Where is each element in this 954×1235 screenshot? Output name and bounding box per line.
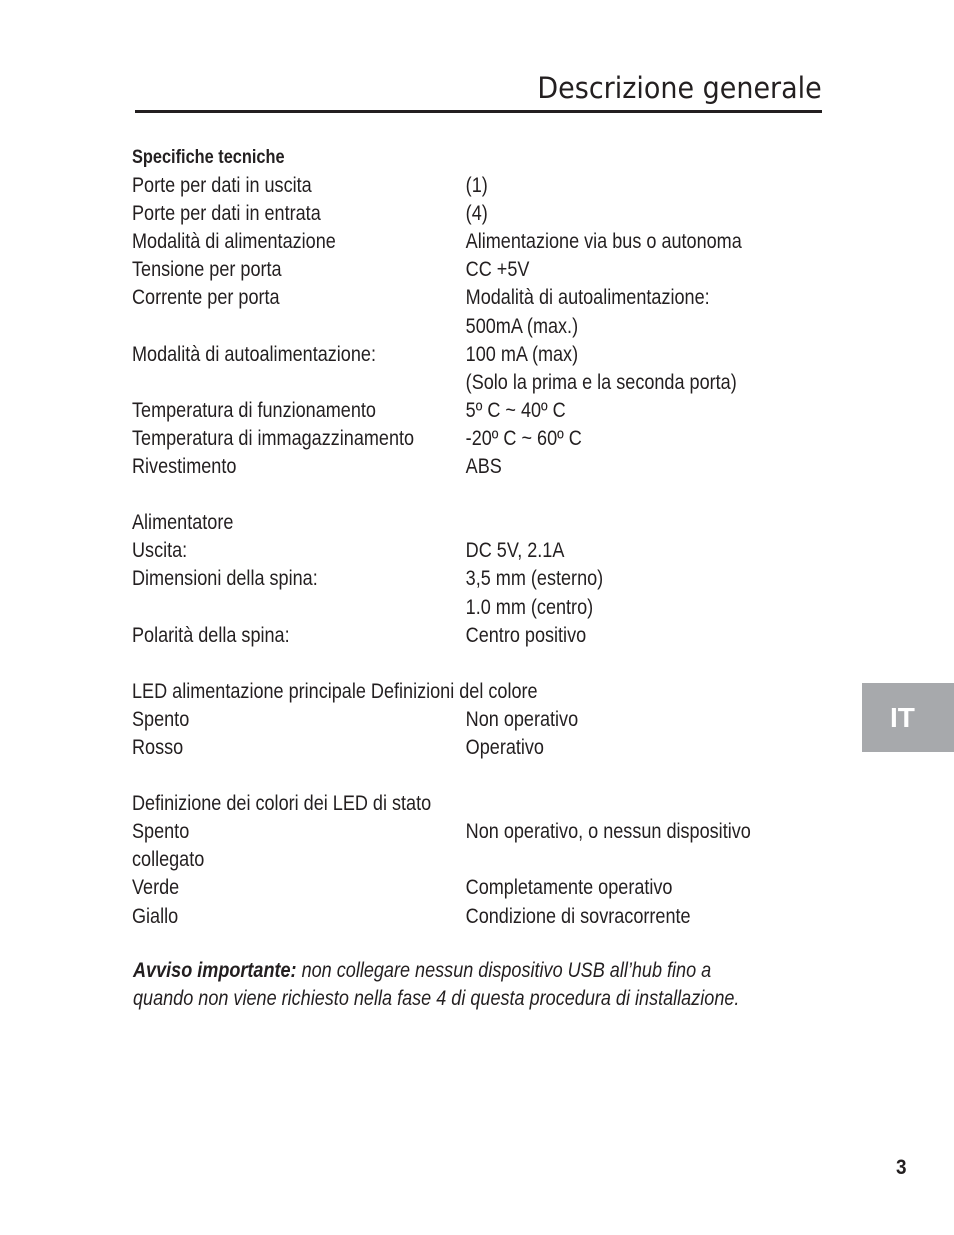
spec-value: 5º C ~ 40º C	[465, 398, 566, 422]
status-led-row	[132, 903, 830, 931]
spec-row	[132, 172, 830, 200]
spec-row	[132, 228, 830, 256]
power-supply-row	[132, 594, 830, 622]
status-led-heading	[132, 790, 830, 818]
main-led-label: Rosso	[132, 735, 184, 759]
status-led-row	[132, 818, 830, 846]
status-led-value: Condizione di sovracorrente	[465, 904, 691, 928]
notice-lead: Avviso importante:	[133, 959, 297, 982]
page-title: Descrizione generale	[537, 71, 822, 105]
status-led-value: Completamente operativo	[465, 876, 673, 900]
power-supply-row	[132, 537, 830, 565]
title-rule	[135, 110, 822, 113]
spec-row	[132, 425, 830, 453]
spec-value: Alimentazione via bus o autonoma	[465, 230, 742, 254]
main-led-row	[132, 734, 830, 762]
power-supply-label: Dimensioni della spina:	[132, 567, 318, 591]
main-led-heading	[132, 678, 830, 706]
spec-row	[132, 453, 830, 481]
status-led-heading-text: Definizione dei colori dei LED di stato	[132, 792, 432, 816]
spec-label: Temperatura di immagazzinamento	[132, 426, 415, 450]
power-supply-value: 3,5 mm (esterno)	[465, 567, 604, 591]
main-led-heading-text: LED alimentazione principale Definizioni del colore	[132, 679, 538, 703]
main-led-value: Operativo	[465, 735, 544, 759]
status-led-value: Non operativo, o nessun dispositivo	[465, 820, 751, 844]
spec-label: Modalità di autoalimentazione:	[132, 342, 376, 366]
spec-label: Modalità di alimentazione	[132, 230, 336, 254]
spec-value: CC +5V	[465, 258, 530, 282]
spec-row	[132, 341, 830, 369]
main-led-row	[132, 706, 830, 734]
spec-value: -20º C ~ 60º C	[465, 426, 582, 450]
spec-label: Porte per dati in uscita	[132, 174, 312, 198]
spec-value: (4)	[465, 202, 488, 226]
status-led-label: Spento	[132, 820, 190, 844]
spec-value: Modalità di autoalimentazione:	[465, 286, 710, 310]
spec-value: (1)	[465, 174, 488, 198]
status-led-row	[132, 846, 830, 874]
power-supply-value: DC 5V, 2.1A	[465, 539, 565, 563]
spacer	[132, 481, 832, 509]
spec-label: Corrente per porta	[132, 286, 280, 310]
spec-row	[132, 313, 830, 341]
spec-row	[132, 397, 830, 425]
spec-label: Rivestimento	[132, 455, 237, 479]
spec-value: 500mA (max.)	[465, 314, 579, 338]
power-supply-row	[132, 565, 830, 593]
spec-value: ABS	[465, 455, 502, 479]
status-led-label: collegato	[132, 848, 205, 872]
language-tab: IT	[862, 683, 954, 752]
power-supply-heading-text: Alimentatore	[132, 511, 234, 535]
spec-value: 100 mA (max)	[465, 342, 579, 366]
spec-row	[132, 369, 830, 397]
spec-section	[132, 144, 832, 931]
spec-heading	[132, 144, 830, 172]
spec-value: (Solo la prima e la seconda porta)	[465, 370, 737, 394]
notice-line-2: quando non viene richiesto nella fase 4 di questa procedura di installazione.	[133, 987, 740, 1010]
important-notice	[133, 957, 821, 1013]
main-led-value: Non operativo	[465, 707, 579, 731]
power-supply-value: Centro positivo	[465, 623, 587, 647]
power-supply-value: 1.0 mm (centro)	[465, 595, 594, 619]
spec-label: Tensione per porta	[132, 258, 282, 282]
power-supply-label: Polarità della spina:	[132, 623, 290, 647]
notice-text: non collegare nessun dispositivo USB all’hub fino a	[296, 959, 712, 982]
spec-label: Temperatura di funzionamento	[132, 398, 376, 422]
main-led-label: Spento	[132, 707, 190, 731]
spacer	[132, 762, 832, 790]
spec-row	[132, 284, 830, 312]
power-supply-row	[132, 622, 830, 650]
spec-row	[132, 256, 830, 284]
page-number: 3	[896, 1156, 907, 1179]
status-led-label: Giallo	[132, 904, 179, 928]
power-supply-label: Uscita:	[132, 539, 188, 563]
status-led-label: Verde	[132, 876, 180, 900]
spec-row	[132, 200, 830, 228]
spacer	[132, 650, 832, 678]
spec-label: Porte per dati in entrata	[132, 202, 321, 226]
notice-line-1	[133, 957, 821, 985]
spec-heading-text: Specifiche tecniche	[132, 147, 285, 168]
status-led-row	[132, 874, 830, 902]
power-supply-heading	[132, 509, 830, 537]
